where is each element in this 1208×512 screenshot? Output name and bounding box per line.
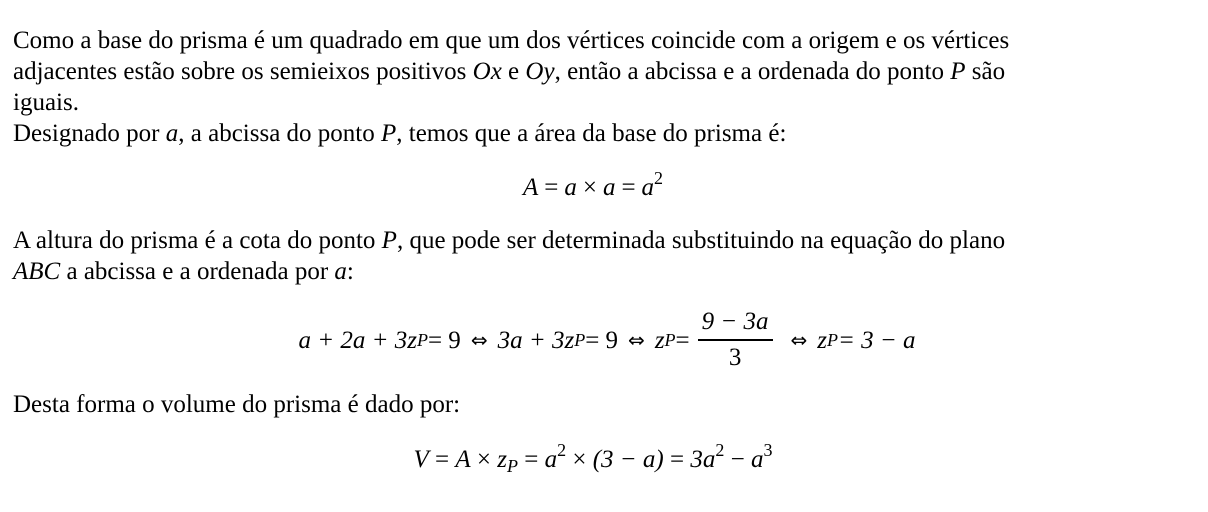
eq3-exponent-1: 2 — [557, 440, 567, 460]
designation-text-a: Designado por — [13, 120, 166, 147]
height-paragraph — [13, 225, 1198, 287]
document-page — [13, 25, 1198, 478]
eq2-expr-4: z — [817, 326, 828, 354]
eq2-expr-1: a + 2a + 3z — [298, 326, 417, 354]
math-var-abc: ABC — [13, 258, 61, 285]
eq3-minus: − — [724, 446, 751, 473]
eq1-symbol-a-3: a — [641, 174, 655, 201]
intro-line-3: iguais. — [13, 89, 79, 116]
height-text-d: : — [346, 258, 354, 285]
fraction-numerator: 9 − 3a — [701, 308, 769, 336]
eq3-times-2: × — [566, 446, 593, 473]
eq3-symbol-a-1: a — [544, 446, 558, 473]
eq3-equals-3: = — [663, 446, 691, 473]
eq2-expr-1-end: = 9 — [427, 326, 461, 354]
eq3-symbol-z: z — [497, 446, 508, 473]
eq3-paren-expr: (3 − a) — [592, 446, 664, 473]
iff-symbol: ⇔ — [470, 327, 488, 352]
math-var-a: a — [165, 120, 179, 147]
designation-text-b: , a abcissa do ponto — [178, 120, 381, 147]
math-var-ox: Ox — [472, 58, 502, 85]
intro-line-2-text-b: e — [501, 58, 526, 85]
eq1-symbol-a-2: a — [602, 174, 616, 201]
intro-paragraph — [13, 25, 1198, 118]
eq3-symbol-V: V — [413, 446, 429, 473]
math-var-p: P — [381, 227, 397, 254]
eq2-expr-3-end: = — [675, 326, 690, 354]
eq2-chunk-4: z P = 3 − a — [817, 326, 916, 354]
eq3-symbol-a-2: a — [750, 446, 764, 473]
equation-height — [27, 305, 1187, 375]
eq1-exponent: 2 — [654, 168, 664, 188]
fraction-denominator: 3 — [728, 343, 742, 371]
math-var-a: a — [334, 258, 347, 285]
equation-volume — [13, 442, 1173, 478]
intro-line-2-text-a: adjacentes estão sobre os semieixos positivos — [13, 58, 473, 85]
eq3-exponent-3: 3 — [763, 440, 773, 460]
height-text-c: a abcissa e a ordenada por — [60, 258, 335, 285]
intro-line-2-text-d: são — [965, 58, 1006, 85]
eq1-equals-2: = — [621, 174, 636, 201]
iff-symbol: ⇔ — [628, 327, 645, 352]
eq2-chunk-1: a + 2a + 3z P = 9 — [298, 326, 461, 354]
eq1-equals-1: = — [544, 174, 559, 201]
eq2-expr-2-end: = 9 — [585, 326, 619, 354]
fraction — [698, 308, 773, 371]
eq1-symbol-a-1: a — [564, 174, 577, 201]
math-var-p: P — [950, 58, 966, 85]
eq3-equals-2: = — [518, 446, 545, 473]
eq3-equals-1: = — [428, 446, 456, 473]
math-var-oy: Oy — [525, 58, 555, 85]
eq3-symbol-3a: 3a — [690, 446, 716, 473]
eq2-chunk-2: 3a + 3z P = 9 — [497, 326, 619, 354]
iff-symbol: ⇔ — [790, 327, 808, 352]
eq3-times-1: × — [470, 446, 498, 473]
intro-line-2-text-c: , então a abcissa e a ordenada do ponto — [554, 58, 951, 85]
designation-paragraph — [13, 118, 1198, 149]
height-text-a: A altura do prisma é a cota do ponto — [13, 227, 382, 254]
eq2-expr-3: z — [654, 326, 665, 354]
eq2-expr-2: 3a + 3z — [497, 326, 575, 354]
eq1-symbol-A: A — [522, 174, 539, 201]
volume-paragraph: Desta forma o volume do prisma é dado por: — [13, 391, 461, 418]
eq1-times: × — [582, 174, 597, 201]
eq3-symbol-A: A — [455, 446, 471, 473]
eq3-exponent-2: 2 — [715, 440, 725, 460]
intro-line-1: Como a base do prisma é um quadrado em que um dos vértices coincide com a origem e os vértices — [13, 27, 1010, 54]
eq3-sub-P: P — [507, 456, 519, 476]
eq2-expr-4-end: = 3 − a — [838, 326, 916, 354]
equation-area — [13, 168, 1173, 205]
designation-text-c: , temos que a área da base do prisma é: — [396, 120, 787, 147]
eq2-chunk-3: z P = — [654, 326, 690, 354]
height-text-b: , que pode ser determinada substituindo na equação do plano — [396, 227, 1006, 254]
math-var-p: P — [380, 120, 397, 147]
